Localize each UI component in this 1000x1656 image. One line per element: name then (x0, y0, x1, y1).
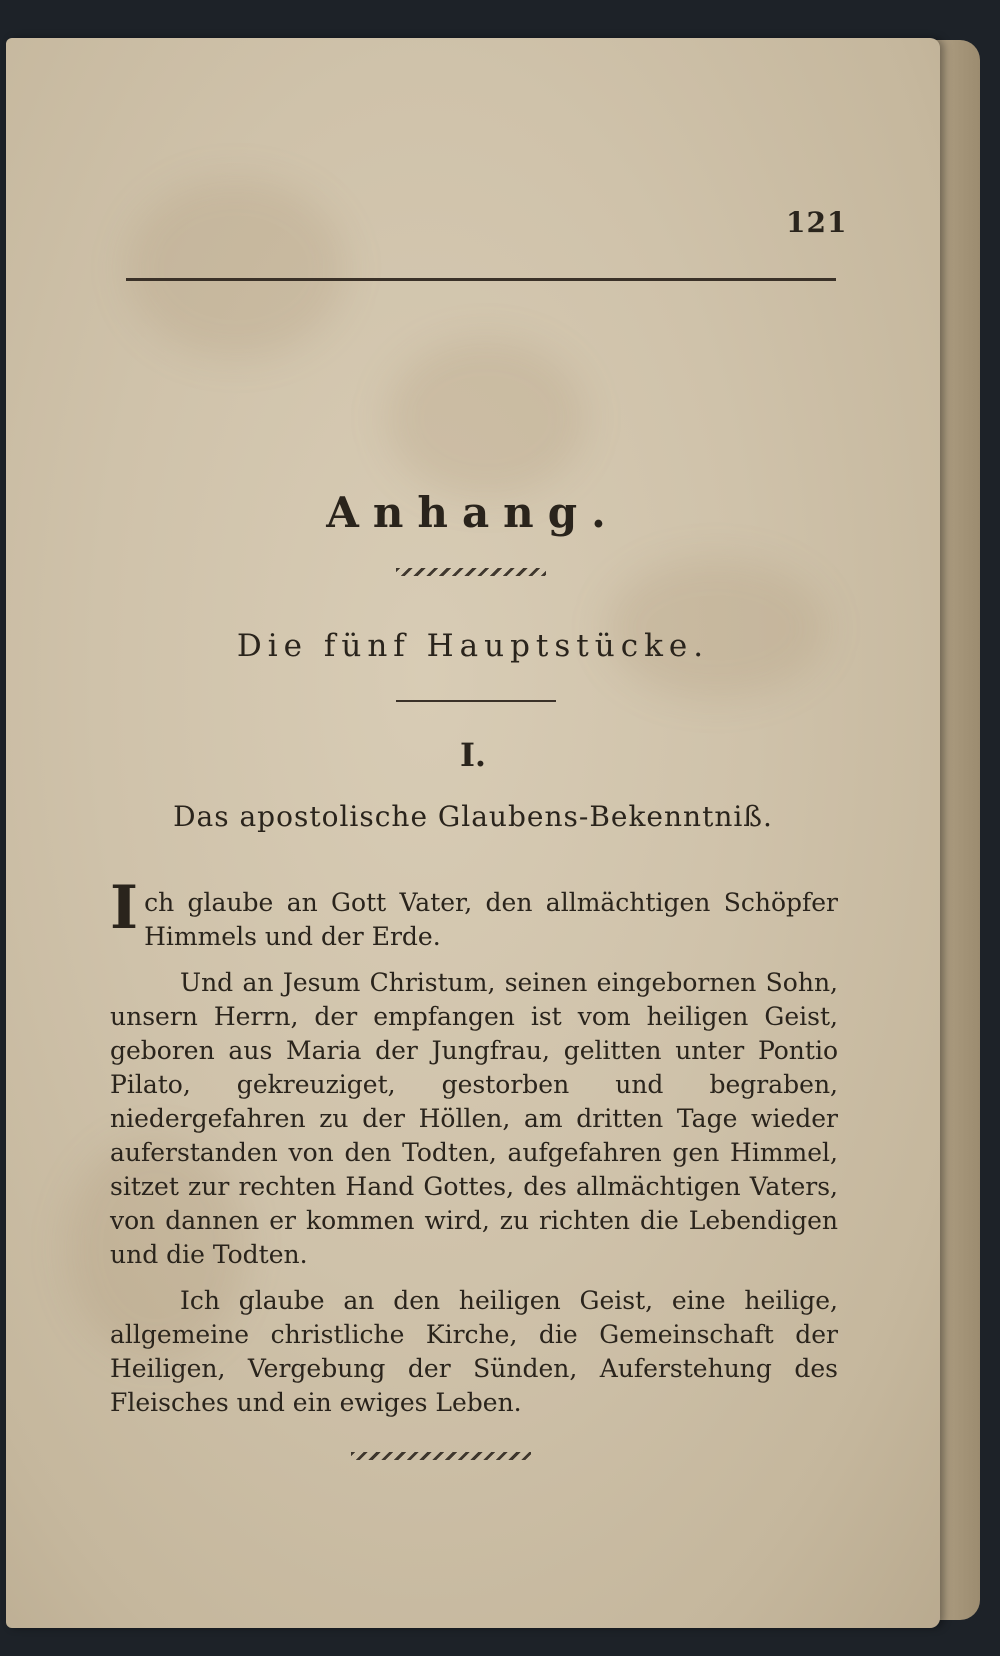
paper-stain (386, 338, 586, 498)
title-ornament (396, 568, 546, 576)
subtitle: Die fünf Hauptstücke. (236, 628, 710, 664)
page-number: 121 (786, 206, 848, 239)
section-heading: Das apostolische Glaubens-Bekenntniß. (173, 800, 773, 833)
paragraph: Und an Jesum Christum, seinen eingebornen Sohn, unsern Herrn, der empfangen ist vom heiligen Geist, geboren aus Maria der Jungfrau, gelitten unter Pontio Pilato, gekreuziget, gestorben und begraben, niedergefahren zu der Höllen, am dritten Tage wieder auferstanden von den Todten, aufgefahren gen Himmel, sitzet zur rechten Hand Gottes, des allmächtigen Vaters, von dannen er kommen wird, zu richten die Lebendigen und die Todten. (110, 968, 838, 1269)
divider-rule (396, 700, 556, 702)
drop-cap: I (110, 873, 139, 943)
paragraph (110, 873, 838, 954)
body-text (110, 873, 838, 1432)
paragraph-text: ch glaube an Gott Vater, den allmächtigen Schöpfer Himmels und der Erde. (144, 888, 838, 951)
paper-stain (126, 178, 346, 358)
section-numeral: I. (459, 736, 487, 774)
end-ornament (351, 1452, 531, 1460)
paragraph: Ich glaube an den heiligen Geist, eine heilige, allgemeine christliche Kirche, die Gemeinschaft der Heiligen, Vergebung der Sünden, Auferstehung des Fleisches und ein ewiges Leben. (110, 1286, 838, 1417)
book-page (6, 38, 940, 1628)
page-title: Anhang. (326, 488, 620, 537)
header-rule (126, 278, 836, 281)
